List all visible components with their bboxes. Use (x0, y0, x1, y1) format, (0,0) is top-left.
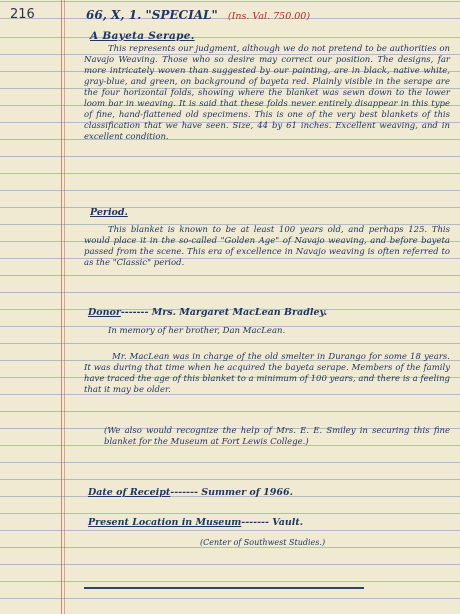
receipt-label: Date of Receipt (88, 487, 171, 498)
location-label: Present Location in Museum (88, 517, 242, 528)
location-line (88, 517, 303, 528)
donor-paragraph: Mr. MacLean was in charge of the old smelter in Durango for some 18 years. It was during that time when he acquired the bayeta serape. Members of the family have traced the age of this blanket to a minimum of 100 years, and there is a feeling that it may be older. (84, 352, 450, 395)
receipt-leader: ------- (170, 487, 198, 498)
insured-value: (Ins. Val. 750.00) (227, 11, 311, 22)
description-paragraph: This represents our judgment, although we do not pretend to be authorities on Navajo Weaving. Those who so desire may correct our position. The designs, far more intricately woven than suggested by our painting, are in black, native white, gray-blue, and green, on background of bayeta red. Plainly visible in the serape are the four horizontal folds, showing where the blanket was sewn down to the lower loom bar in weaving. It is said that these folds never entirely disappear in this type of fine, hand-flattened old specimens. This is one of the very best blankets of this classification that we have seen. Size, 44 by 61 inches. Excellent weaving, and in excellent condition. (84, 44, 450, 142)
donor-label: Donor (88, 307, 121, 318)
location-value: Vault. (272, 517, 304, 528)
donor-name: Mrs. Margaret MacLean Bradley. (151, 307, 328, 318)
donor-line (88, 307, 327, 318)
location-note: (Center of Southwest Studies.) (200, 538, 326, 547)
donor-leader: ------- (120, 307, 149, 318)
receipt-value: Summer of 1966. (201, 487, 293, 498)
receipt-line (88, 487, 293, 498)
catalog-header (86, 8, 310, 22)
page-number: 216 (10, 7, 35, 22)
location-leader: ------- (241, 517, 269, 528)
acknowledgement-paragraph: (We also would recognize the help of Mrs. E. E. Smiley in securing this fine blanket for the Museum at Fort Lewis College.) (104, 426, 450, 447)
item-title: A Bayeta Serape. (90, 30, 195, 42)
period-heading: Period. (90, 207, 128, 218)
closing-rule (84, 587, 364, 589)
catalog-designation: "SPECIAL" (145, 8, 218, 22)
catalog-number: 66, X, 1. (86, 8, 142, 22)
period-paragraph: This blanket is known to be at least 100 years old, and perhaps 125. This would place it in the so-called "Golden Age" of Navajo weaving, and before bayeta passed from the scene. This era of excellence in Navajo weaving is often referred to as the "Classic" period. (84, 225, 450, 268)
memorial-line: In memory of her brother, Dan MacLean. (108, 326, 286, 336)
